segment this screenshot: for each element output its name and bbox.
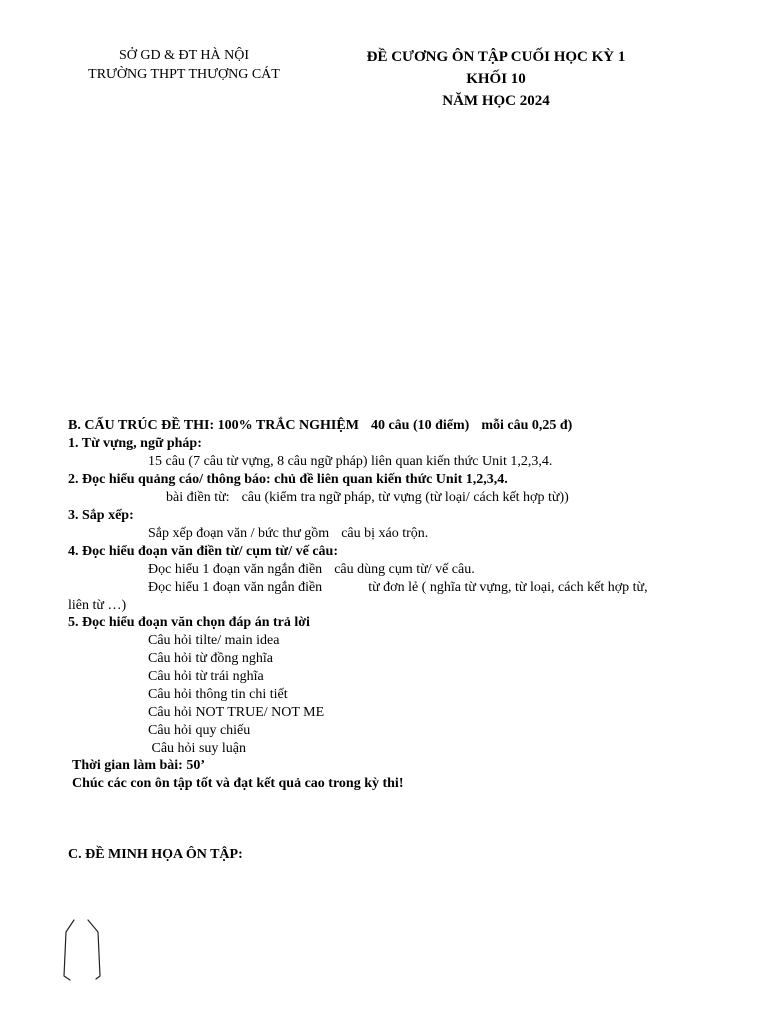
document-title: ĐỀ CƯƠNG ÔN TẬP CUỐI HỌC KỲ 1 [366, 49, 626, 65]
part-4-line-2a: Đọc hiểu 1 đoạn văn ngắn điền [148, 580, 323, 595]
section-b-score-per-question: mỗi câu 0,25 đ) [481, 418, 573, 433]
section-b-title-main: B. CẤU TRÚC ĐỀ THI: 100% TRẮC NGHIỆM [68, 418, 359, 433]
part-2-heading: 2. Đọc hiểu quảng cáo/ thông báo: chủ đề liên quan kiến thức Unit 1,2,3,4. [68, 472, 508, 487]
part-5-item: Câu hỏi thông tin chi tiết [148, 687, 288, 702]
part-1-line: 15 câu (7 câu từ vựng, 8 câu ngữ pháp) liên quan kiến thức Unit 1,2,3,4. [148, 454, 553, 469]
part-4-line-2b: từ đơn lẻ ( nghĩa từ vựng, từ loại, cách kết hợp từ, [368, 580, 648, 595]
bracket-mark-icon [60, 918, 108, 984]
part-3-heading: 3. Sắp xếp: [68, 508, 134, 523]
department-name: SỞ GD & ĐT HÀ NỘI [118, 48, 250, 63]
part-4-line-3: liên từ …) [68, 598, 127, 613]
part-4-line-2 [148, 579, 648, 597]
part-5-item: Câu hỏi từ đồng nghĩa [148, 651, 274, 666]
part-4-line-1a: Đọc hiểu 1 đoạn văn ngắn điền [148, 562, 323, 577]
part-2-line-b: câu (kiểm tra ngữ pháp, từ vựng (từ loại/ cách kết hợp từ)) [241, 490, 569, 505]
part-3-line-a: Sắp xếp đoạn văn / bức thư gồm [148, 526, 330, 541]
part-5-item: Câu hỏi tilte/ main idea [148, 633, 280, 648]
part-4-line-1b: câu dùng cụm từ/ vế câu. [334, 562, 475, 577]
part-3-line [148, 525, 428, 543]
school-header [0, 46, 368, 84]
grade-label: KHỐI 10 [466, 71, 526, 87]
document-title-block [360, 46, 632, 112]
part-4-line-1 [148, 561, 475, 579]
part-5-item: Câu hỏi từ trái nghĩa [148, 669, 264, 684]
part-5-heading: 5. Đọc hiểu đoạn văn chọn đáp án trả lời [68, 615, 310, 630]
part-5-item: Câu hỏi suy luận [148, 741, 246, 756]
school-name: TRƯỜNG THPT THƯỢNG CÁT [88, 67, 280, 82]
part-5-item: Câu hỏi NOT TRUE/ NOT ME [148, 705, 325, 720]
part-1-heading: 1. Từ vựng, ngữ pháp: [68, 436, 202, 451]
part-2-line-a: bài điền từ: [166, 490, 230, 505]
section-b-title [68, 417, 572, 435]
part-3-line-b: câu bị xáo trộn. [341, 526, 429, 541]
section-c-title: C. ĐỀ MINH HỌA ÔN TẬP: [68, 847, 243, 862]
part-2-line [166, 489, 569, 507]
part-5-item: Câu hỏi quy chiếu [148, 723, 251, 738]
section-b-question-count: 40 câu (10 điểm) [370, 418, 470, 433]
part-4-heading: 4. Đọc hiểu đoạn văn điền từ/ cụm từ/ vế câu: [68, 544, 338, 559]
closing-wish: Chúc các con ôn tập tốt và đạt kết quả cao trong kỳ thi! [72, 776, 404, 791]
school-year: NĂM HỌC 2024 [442, 93, 550, 109]
exam-time: Thời gian làm bài: 50’ [72, 758, 205, 773]
